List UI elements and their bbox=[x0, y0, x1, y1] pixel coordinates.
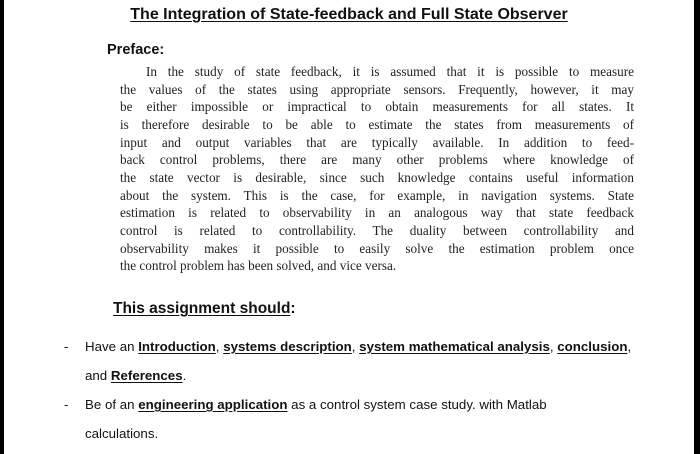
preface-line: back control problems, there are many other problems where knowledge of bbox=[120, 152, 634, 168]
preface-line: about the system. This is the case, for example, in navigation systems. State bbox=[120, 187, 634, 203]
introduction-term: Introduction bbox=[138, 339, 216, 354]
preface-label: Preface: bbox=[107, 42, 165, 58]
preface-line: input and output variables that are typically available. In addition to feed- bbox=[120, 134, 634, 150]
bullet-text: Be of an engineering application as a control system case study. with Matlab calculations. bbox=[85, 397, 547, 441]
preface-line: be either impossible or impractical to obtain measurements for all states. It bbox=[120, 99, 634, 115]
preface-line: the state vector is desirable, since such knowledge contains useful information bbox=[120, 169, 634, 185]
bullet-dash: - bbox=[64, 397, 69, 412]
preface-line: estimation is related to observability in an analogous way that state feedback bbox=[120, 205, 634, 221]
document-page bbox=[4, 0, 694, 454]
preface-line: observability makes it possible to easily solve the estimation problem once bbox=[120, 240, 634, 256]
engineering-application-term: engineering application bbox=[138, 397, 288, 412]
conclusion-term: conclusion bbox=[557, 339, 628, 354]
references-term: References bbox=[110, 368, 183, 383]
preface-paragraph bbox=[120, 63, 634, 275]
document-title: The Integration of State-feedback and Full State Observer bbox=[130, 6, 568, 23]
preface-line: control is related to controllability. The duality between controllability and bbox=[120, 222, 634, 238]
preface-line: is therefore desirable to be able to estimate the states from measurements of bbox=[120, 116, 634, 132]
preface-line: In the study of state feedback, it is assumed that it is possible to measure bbox=[146, 64, 634, 79]
systems-description-term: systems description bbox=[223, 339, 352, 354]
math-analysis-term: system mathematical analysis bbox=[359, 339, 550, 354]
preface-line: the control problem has been solved, and vice versa. bbox=[120, 258, 397, 274]
preface-line: the values of the states using appropriate sensors. Frequently, however, it may bbox=[120, 81, 634, 97]
assignment-heading: This assignment should: bbox=[113, 300, 296, 317]
bullet-text: Have an Introduction, systems description, system mathematical analysis, conclusion, and References. bbox=[85, 339, 632, 383]
bullet-dash: - bbox=[64, 339, 69, 354]
